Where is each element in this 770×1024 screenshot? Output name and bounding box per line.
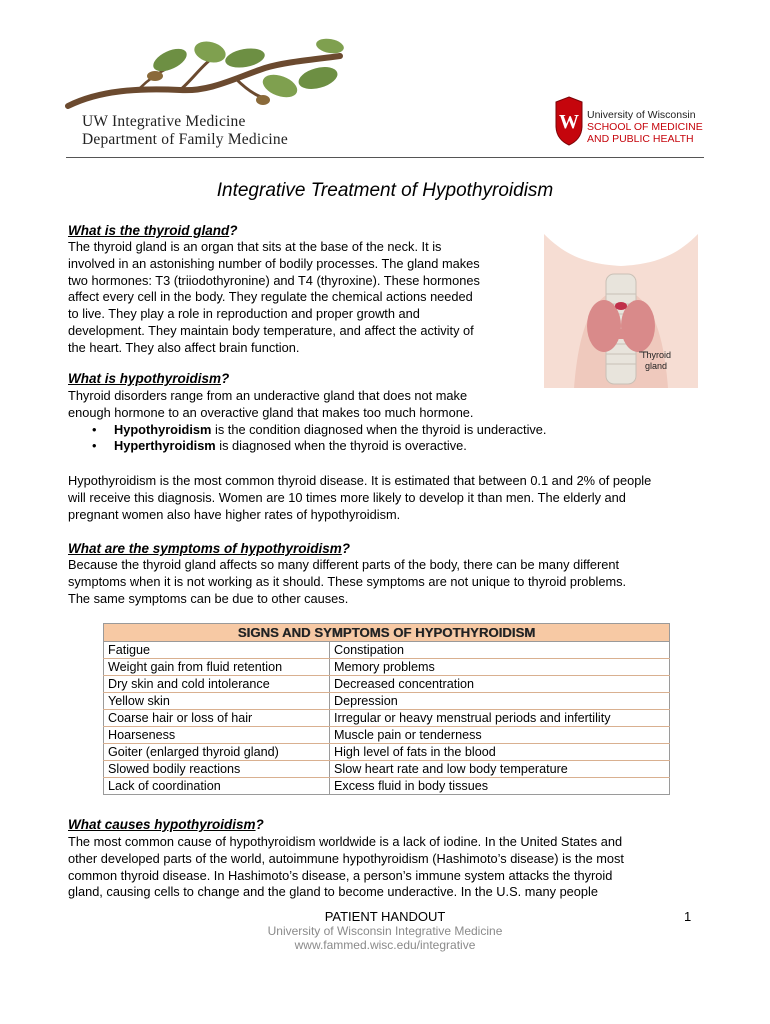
gland-paragraph [68,239,538,357]
text-line: The thyroid gland is an organ that sits at the base of the neck. It is [68,239,442,254]
text-line: The same symptoms can be due to other causes. [68,590,349,606]
uw-crest-icon [554,96,584,146]
bullet-term: Hyperthyroidism [114,438,216,454]
text-line: affect every cell in the body. They regulate the chemical actions needed [68,289,473,305]
list-item [68,422,708,439]
table-row [104,642,670,659]
table-cell: Slow heart rate and low body temperature [330,761,670,778]
bullet-text: is the condition diagnosed when the thyroid is underactive. [211,421,547,437]
table-row [104,659,670,676]
text-line: Hypothyroidism is the most common thyroid disease. It is estimated that between 0.1 and 2% of people [68,473,652,488]
text-line: symptoms when it is not working as it should. These symptoms are not unique to thyroid problems. [68,573,627,589]
text-line: two hormones: T3 (triiodothyronine) and T4 (thyroxine). These hormones [68,272,480,288]
footer-label: PATIENT HANDOUT [324,909,446,924]
table-cell: Lack of coordination [104,778,330,795]
bullet-icon: • [92,438,97,454]
table-cell: Fatigue [104,642,330,659]
section-heading-hypothyroidism [68,371,229,386]
text-line: common thyroid disease. In Hashimoto’s disease, a person’s immune system attacks the thyroid [68,867,613,883]
hypo-bullet-list [68,422,708,456]
table-row [104,727,670,744]
table-cell: Yellow skin [104,693,330,710]
uw-line-3: AND PUBLIC HEALTH [587,133,694,145]
prevalence-paragraph [68,473,718,523]
text-line: The most common cause of hypothyroidism worldwide is a lack of iodine. In the United States and [68,834,623,849]
symptoms-paragraph [68,557,718,607]
logo-line-1: UW Integrative Medicine [82,113,246,130]
table-cell: Coarse hair or loss of hair [104,710,330,727]
uw-crest-letter: W [559,111,579,133]
table-header: SIGNS AND SYMPTOMS OF HYPOTHYROIDISM [104,624,670,642]
table-cell: Muscle pain or tenderness [330,727,670,744]
text-line: involved in an astonishing number of bodily processes. The gland makes [68,255,480,271]
causes-paragraph [68,834,718,901]
text-line: Because the thyroid gland affects so many different parts of the body, there can be many different [68,557,620,572]
uw-line-1: University of Wisconsin [587,109,696,121]
table-cell: Depression [330,693,670,710]
table-cell: Hoarseness [104,727,330,744]
hypo-paragraph [68,388,708,455]
text-line: to live. They play a role in reproduction and proper growth and [68,306,420,322]
table-cell: Excess fluid in body tissues [330,778,670,795]
table-cell: Constipation [330,642,670,659]
thyroid-illustration [544,234,698,388]
symptoms-table [103,623,670,795]
table-cell: Irregular or heavy menstrual periods and infertility [330,710,670,727]
table-row [104,710,670,727]
bullet-icon: • [92,421,97,437]
table-cell: Memory problems [330,659,670,676]
text-line: enough hormone to an overactive gland that makes too much hormone. [68,404,474,420]
footer-url[interactable]: www.fammed.wisc.edu/integrative [294,938,476,952]
text-line: development. They maintain body temperature, and affect the activity of [68,322,474,338]
text-line: the heart. They also affect brain function. [68,339,300,355]
logo-line-2: Department of Family Medicine [82,131,288,148]
footer-org: University of Wisconsin Integrative Medicine [267,924,503,938]
uw-line-2: SCHOOL OF MEDICINE [587,121,703,133]
page-header [0,0,770,160]
table-row [104,778,670,795]
text-line: Thyroid disorders range from an underactive gland that does not make [68,388,468,403]
table-row [104,693,670,710]
table-cell: Decreased concentration [330,676,670,693]
table-cell: Goiter (enlarged thyroid gland) [104,744,330,761]
heading-qmark: ? [221,371,230,386]
table-cell: Slowed bodily reactions [104,761,330,778]
page-number: 1 [684,909,692,924]
table-row [104,761,670,778]
bullet-term: Hypothyroidism [114,421,212,437]
heading-qmark: ? [255,817,264,832]
list-item [68,438,708,455]
text-line: other developed parts of the world, autoimmune hypothyroidism (Hashimoto’s disease) is the most [68,850,624,866]
illustration-label-2: gland [644,361,668,371]
table-row [104,744,670,761]
section-heading-thyroid-gland [68,223,238,238]
text-line: gland, causing cells to change and the gland to become underactive. In the U.S. many people [68,884,598,900]
text-line: pregnant women also have higher rates of hypothyroidism. [68,506,401,522]
heading-qmark: ? [341,541,351,556]
table-cell: High level of fats in the blood [330,744,670,761]
illustration-label-1: Thyroid [640,350,672,360]
page-title: Integrative Treatment of Hypothyroidism [216,180,554,201]
heading-text: What is hypothyroidism [68,371,222,386]
header-divider [66,157,704,158]
section-heading-symptoms [68,541,350,556]
table-row [104,676,670,693]
table-cell: Dry skin and cold intolerance [104,676,330,693]
heading-text: What causes hypothyroidism [68,817,256,832]
heading-text: What is the thyroid gland [68,223,230,238]
heading-qmark: ? [229,223,238,238]
table-cell: Weight gain from fluid retention [104,659,330,676]
bullet-text: is diagnosed when the thyroid is overactive. [215,438,467,454]
heading-text: What are the symptoms of hypothyroidism [68,541,342,556]
section-heading-causes [68,817,264,832]
text-line: will receive this diagnosis. Women are 10 times more likely to develop it than men. The elderly and [68,489,626,505]
